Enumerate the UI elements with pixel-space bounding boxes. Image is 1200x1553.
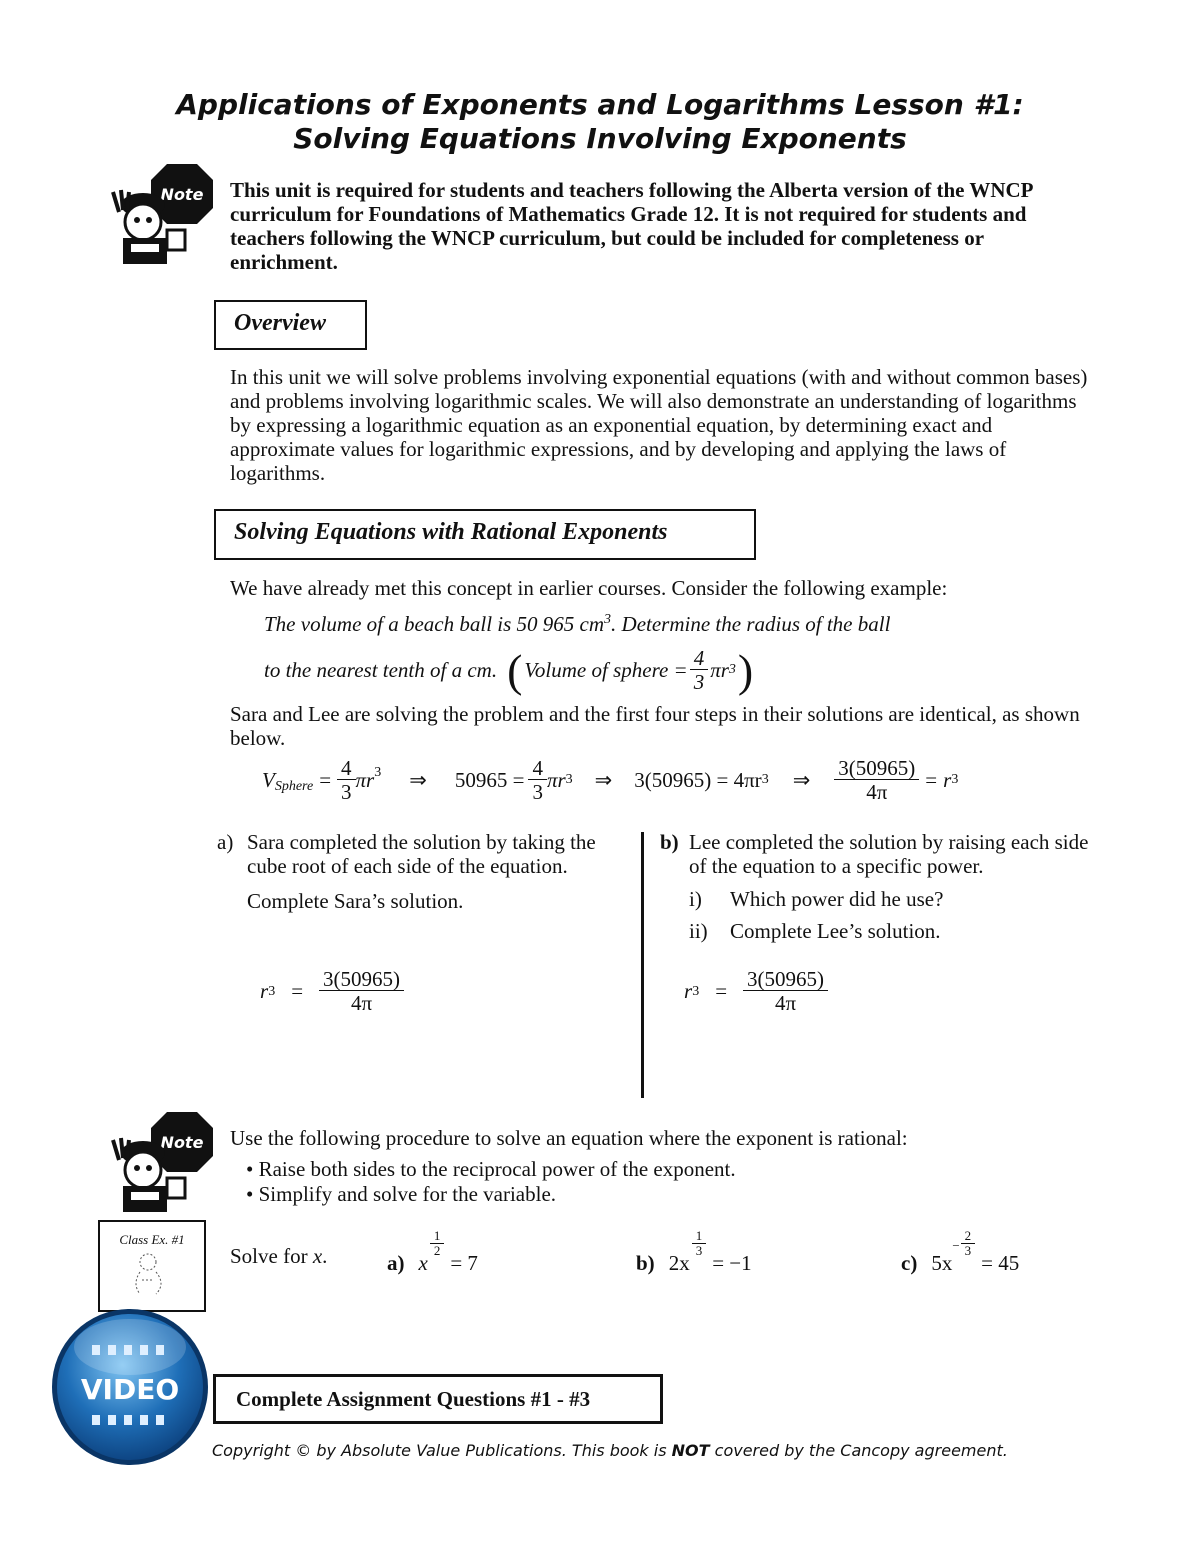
note1-text: This unit is required for students and teachers following the Alberta version of the WNCP curriculum for Foundations of Mathematics Grade 12. It is not required for students and teachers following the WNCP curriculum, but could be included for completeness or enrichment. xyxy=(230,178,1033,274)
part-b-text: Lee completed the solution by raising each side of the equation to a specific power. xyxy=(689,830,1089,878)
column-divider xyxy=(641,832,644,1098)
rational-intro: We have already met this concept in earlier courses. Consider the following example: xyxy=(230,576,948,600)
class-ex-a: a) x $\frac{1}{2}$ = 7 xyxy=(387,1228,478,1275)
assignment-box: Complete Assignment Questions #1 - #3 xyxy=(213,1374,663,1424)
copyright: Copyright © by Absolute Value Publications. This book is NOT covered by the Cancopy agreement. xyxy=(212,1441,1008,1460)
solve-for: Solve for x. xyxy=(230,1244,328,1268)
part-a-equation: r 3 = $\frac{3(50965)}{4\pi}$ xyxy=(260,968,404,1015)
sketch-figure-icon xyxy=(122,1250,182,1300)
steps-text: Sara and Lee are solving the problem and the first four steps in their solutions are identical, as shown below. xyxy=(230,702,1080,750)
class-ex-label: Class Ex. #1 xyxy=(119,1232,185,1247)
problem-line2: to the nearest tenth of a cm. ( Volume of sphere = $\frac{4}{3}$ πr 3 ) xyxy=(264,644,754,696)
bullet-item: • Simplify and solve for the variable. xyxy=(246,1182,557,1206)
part-b-ii-label: ii) xyxy=(689,919,708,943)
note-icon xyxy=(105,160,215,270)
part-b-ii-text: Complete Lee’s solution. xyxy=(730,919,941,943)
note-icon xyxy=(105,1108,215,1218)
svg-text:Note: Note xyxy=(160,185,204,204)
page-title: Applications of Exponents and Logarithms Lesson #1: xyxy=(176,88,1024,121)
bullet-item: • Raise both sides to the reciprocal power of the exponent. xyxy=(246,1157,736,1181)
part-b-label: b) xyxy=(660,830,679,854)
part-b-i-text: Which power did he use? xyxy=(730,887,944,911)
part-a-text: Sara completed the solution by taking the cube root of each side of the equation. xyxy=(247,830,596,878)
rational-heading: Solving Equations with Rational Exponents xyxy=(214,509,756,560)
video-label: VIDEO xyxy=(80,1373,180,1406)
class-ex-box xyxy=(98,1220,206,1312)
note2-intro: Use the following procedure to solve an equation where the exponent is rational: xyxy=(230,1126,908,1150)
svg-text:Note: Note xyxy=(160,1133,204,1152)
video-button[interactable] xyxy=(50,1307,210,1467)
overview-text: In this unit we will solve problems involving exponential equations (with and without common bases) and problems involving logarithmic scales. We will also demonstrate an understanding of logarithms by expressing a logarithmic equation as an exponential equation, by determining exact and approximate values for logarithmic expressions, and by developing and applying the laws of logarithms. xyxy=(230,365,1088,485)
part-b-i-label: i) xyxy=(689,887,702,911)
part-a-label: a) xyxy=(217,830,234,854)
class-ex-c: c) 5x − $\frac{2}{3}$ = 45 xyxy=(901,1228,1020,1275)
part-a-instruction: Complete Sara’s solution. xyxy=(247,889,464,913)
page-subtitle: Solving Equations Involving Exponents xyxy=(293,122,907,155)
problem-line1: The volume of a beach ball is 50 965 $cm^3$. Determine the radius of the ball xyxy=(264,612,891,636)
part-b-equation: r 3 = $\frac{3(50965)}{4\pi}$ xyxy=(684,968,828,1015)
overview-heading: Overview xyxy=(214,300,367,350)
equation-chain: V $_{Sphere}$ = $\frac{4}{3}$ πr $^3$ ⇒ 50965 = $\frac{4}{3}$ πr 3 ⇒ 3(50965) = 4πr 3 ⇒ $\frac{3(50965)}{4\pi}$ = r 3 xyxy=(262,755,959,804)
class-ex-b: b) 2x $\frac{1}{3}$ = −1 xyxy=(636,1228,752,1275)
